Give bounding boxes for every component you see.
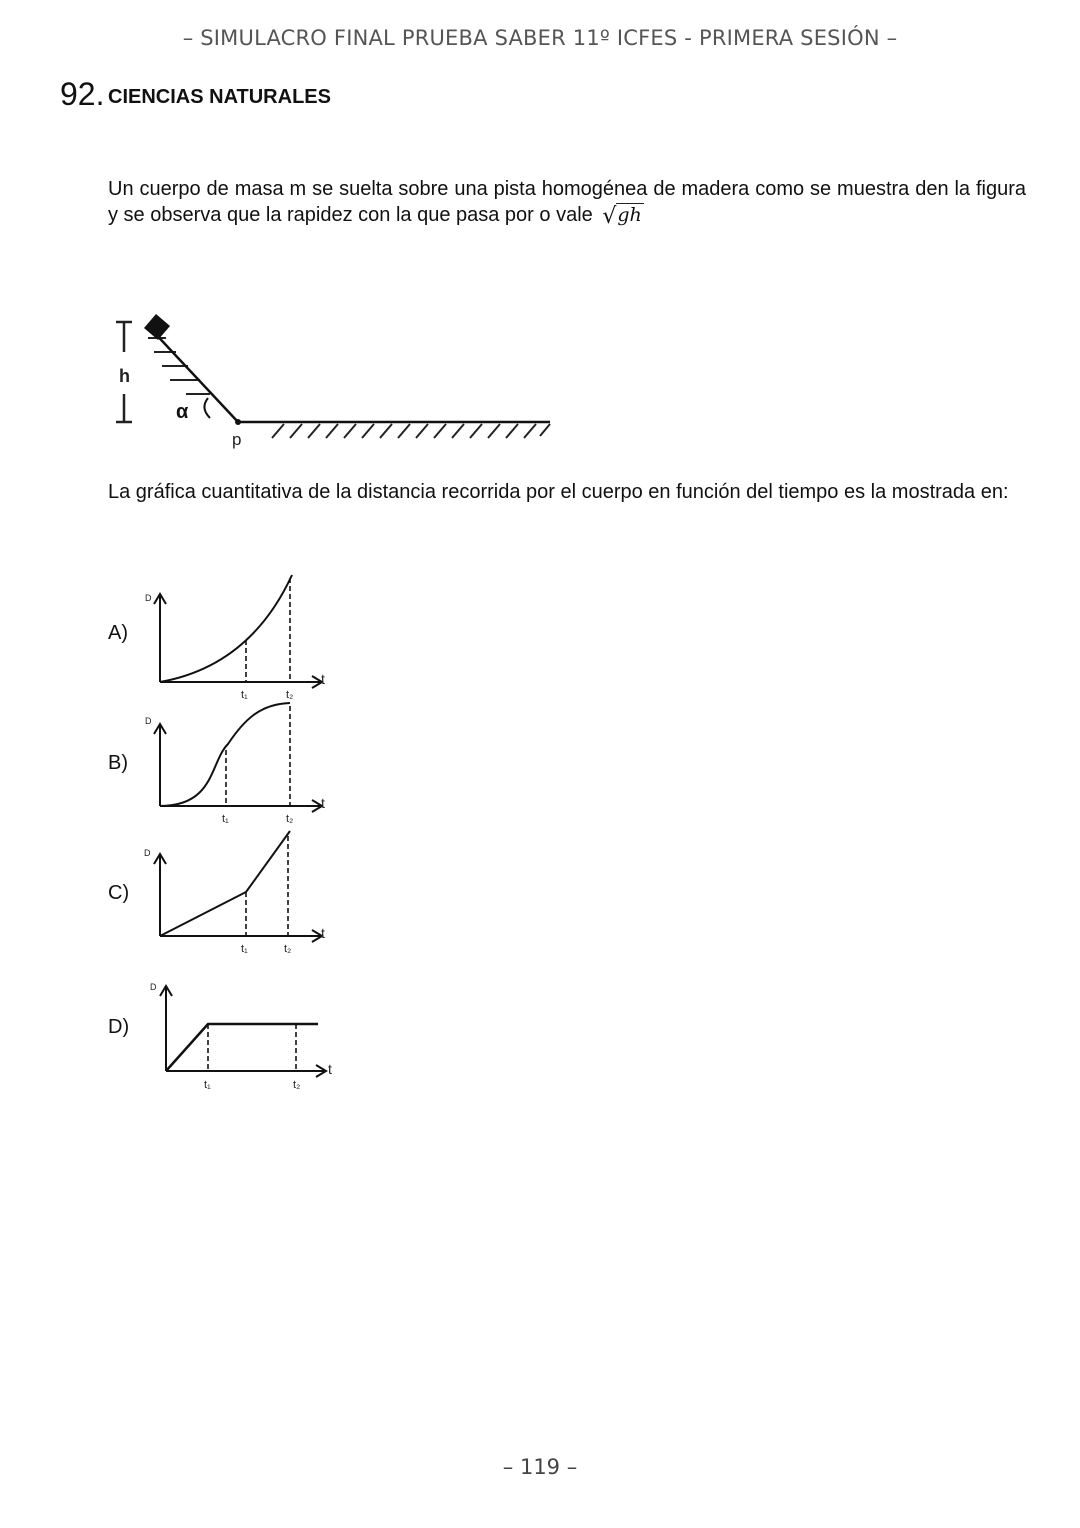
option-d-t2-label: t₂ (293, 1079, 301, 1091)
option-d-label[interactable]: D) (108, 1016, 130, 1038)
incline-figure (108, 300, 558, 460)
question-prompt: La gráfica cuantitativa de la distancia recorrida por el cuerpo en función del tiempo es la mostrada en: (108, 481, 1009, 503)
question-statement (108, 176, 1026, 228)
option-a-label[interactable]: A) (108, 622, 128, 644)
option-c-graph[interactable] (140, 826, 340, 961)
option-c-y-label: D (144, 848, 151, 858)
point-label: p (232, 430, 242, 449)
question-subject: CIENCIAS NATURALES (108, 86, 331, 108)
option-b-graph[interactable] (140, 700, 340, 830)
option-b-t2-label: t₂ (286, 813, 294, 825)
option-b-x-label: t (321, 795, 325, 811)
option-c-x-label: t (321, 925, 325, 941)
option-c-curve (160, 831, 290, 936)
option-d-t1-label: t₁ (204, 1079, 211, 1091)
option-d-graph[interactable] (140, 970, 340, 1100)
option-c-label[interactable]: C) (108, 882, 130, 904)
option-d-curve (166, 1024, 318, 1071)
option-b-t1-label: t₁ (222, 813, 229, 825)
option-c-t1-label: t₁ (241, 943, 248, 955)
formula-radicand: gh (617, 204, 642, 226)
option-b-label[interactable]: B) (108, 752, 128, 774)
option-c-t2-label: t₂ (284, 943, 292, 955)
option-b-curve (160, 703, 290, 806)
option-d-x-label: t (328, 1061, 332, 1077)
option-a-x-label: t (321, 671, 325, 687)
option-a-graph[interactable] (140, 570, 340, 705)
option-d-y-label: D (150, 982, 157, 992)
sqrt-formula: √gh (602, 204, 642, 229)
option-a-t1-label: t₁ (241, 689, 248, 701)
page-number: – 119 – (502, 1455, 578, 1479)
angle-label: α (176, 401, 189, 423)
option-a-y-label: D (145, 593, 152, 603)
mass-block (144, 314, 170, 340)
page-header: – SIMULACRO FINAL PRUEBA SABER 11º ICFES - PRIMERA SESIÓN – (182, 26, 898, 50)
option-a-curve (160, 575, 292, 682)
question-number: 92. (60, 76, 105, 112)
option-a-t2-label: t₂ (286, 689, 294, 701)
statement-text: Un cuerpo de masa m se suelta sobre una pista homogénea de madera como se muestra den la figura y se observa que la rapidez con la que pasa por o vale (108, 178, 1026, 226)
height-label: h (119, 366, 130, 386)
option-b-y-label: D (145, 716, 152, 726)
